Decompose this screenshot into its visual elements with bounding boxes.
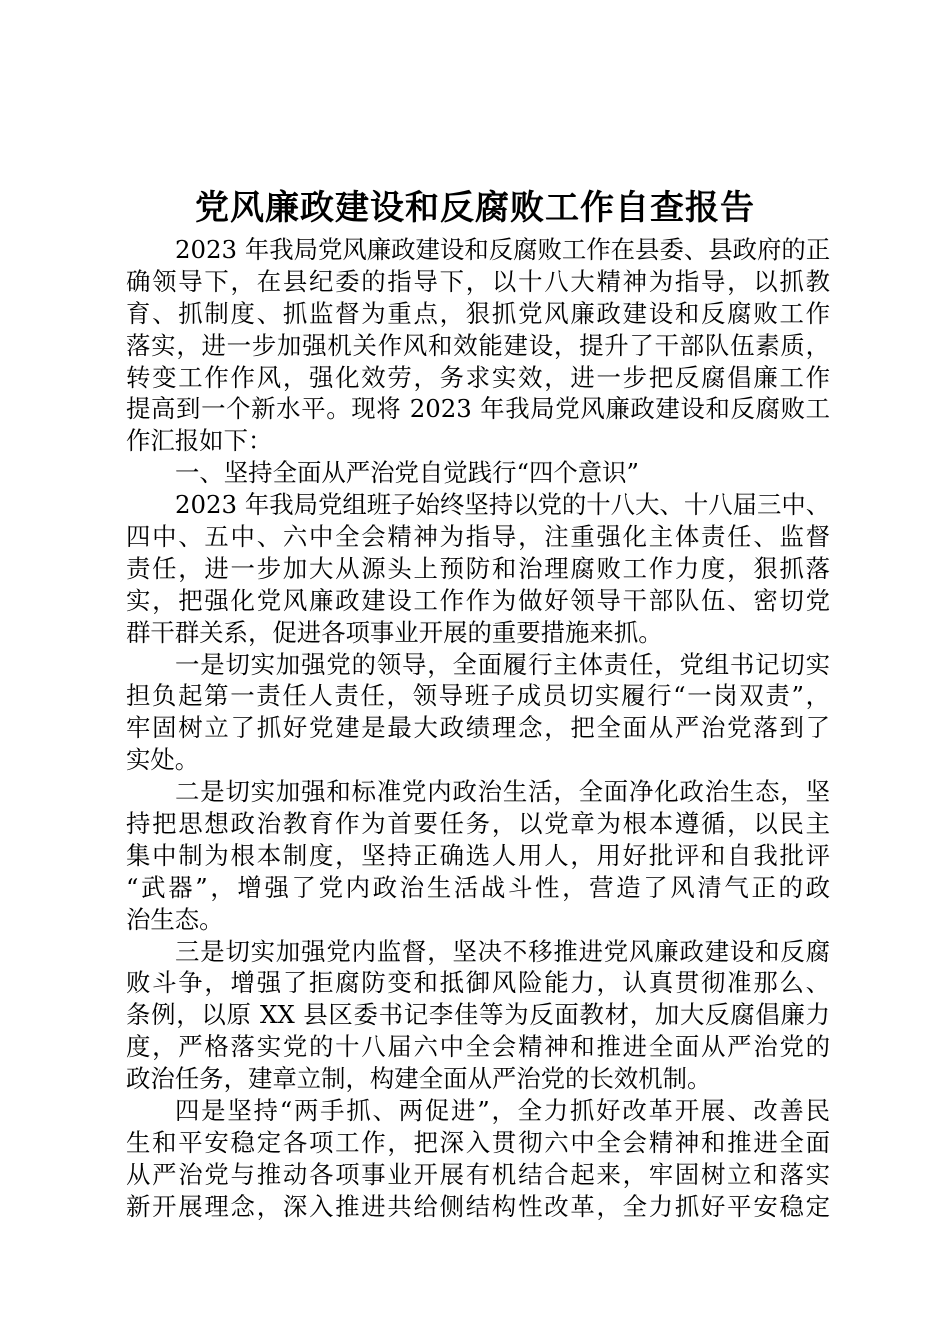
document-body <box>126 234 830 1223</box>
text-line: 实处。 <box>126 745 200 775</box>
text-line: 担负起第一责任人责任，领导班子成员切实履行“一岗双责”， <box>126 681 830 711</box>
text-line: 持把思想政治教育作为首要任务，以党章为根本遵循，以民主 <box>126 809 830 839</box>
text-line: 落实，进一步加强机关作风和效能建设，提升了干部队伍素质， <box>126 330 830 360</box>
text-line: 提高到一个新水平。现将 2023 年我局党风廉政建设和反腐败工 <box>126 394 830 424</box>
text-line: 四中、五中、六中全会精神为指导，注重强化主体责任、监督 <box>126 522 830 552</box>
text-line: 集中制为根本制度，坚持正确选人用人，用好批评和自我批评 <box>126 840 830 870</box>
text-line: 四是坚持“两手抓、两促进”，全力抓好改革开展、改善民 <box>175 1096 830 1126</box>
text-line: 责任，进一步加大从源头上预防和治理腐败工作力度，狠抓落 <box>126 553 830 583</box>
text-line: 牢固树立了抓好党建是最大政绩理念，把全面从严治党落到了 <box>126 713 830 743</box>
document-title: 党风廉政建设和反腐败工作自查报告 <box>195 188 755 228</box>
text-line: 转变工作作风，强化效劳，务求实效，进一步把反腐倡廉工作 <box>126 362 830 392</box>
text-line: 新开展理念，深入推进共给侧结构性改革，全力抓好平安稳定 <box>126 1191 830 1221</box>
text-line: 度，严格落实党的十八届六中全会精神和推进全面从严治党的 <box>126 1032 830 1062</box>
text-line: 2023 年我局党风廉政建设和反腐败工作在县委、县政府的正 <box>175 235 831 264</box>
text-line: 实，把强化党风廉政建设工作作为做好领导干部队伍、密切党 <box>126 585 830 615</box>
text-line: 条例，以原 XX 县区委书记李佳等为反面教材，加大反腐倡廉力 <box>126 1000 830 1030</box>
text-line: 政治任务，建章立制，构建全面从严治党的长效机制。 <box>126 1064 712 1094</box>
text-line: 群干群关系，促进各项事业开展的重要措施来抓。 <box>126 617 663 647</box>
text-line: 作汇报如下： <box>126 426 273 456</box>
section-heading: 一、坚持全面从严治党自觉践行“四个意识” <box>175 458 639 488</box>
text-line: 确领导下，在县纪委的指导下，以十八大精神为指导，以抓教 <box>126 266 830 296</box>
text-line: 治生态。 <box>126 904 224 934</box>
text-line: 败斗争，增强了拒腐防变和抵御风险能力，认真贯彻准那么、 <box>126 968 830 998</box>
text-line: 育、抓制度、抓监督为重点，狠抓党风廉政建设和反腐败工作 <box>126 298 830 328</box>
text-line: “武器”，增强了党内政治生活战斗性，营造了风清气正的政 <box>126 872 830 902</box>
text-line: 二是切实加强和标准党内政治生活，全面净化政治生态，坚 <box>175 777 830 807</box>
text-line: 生和平安稳定各项工作，把深入贯彻六中全会精神和推进全面 <box>126 1127 830 1157</box>
text-line: 一是切实加强党的领导，全面履行主体责任，党组书记切实 <box>175 649 830 679</box>
text-line: 三是切实加强党内监督，坚决不移推进党风廉政建设和反腐 <box>175 936 830 966</box>
text-line: 从严治党与推动各项事业开展有机结合起来，牢固树立和落实 <box>126 1159 830 1189</box>
text-line: 2023 年我局党组班子始终坚持以党的十八大、十八届三中、 <box>175 490 831 520</box>
